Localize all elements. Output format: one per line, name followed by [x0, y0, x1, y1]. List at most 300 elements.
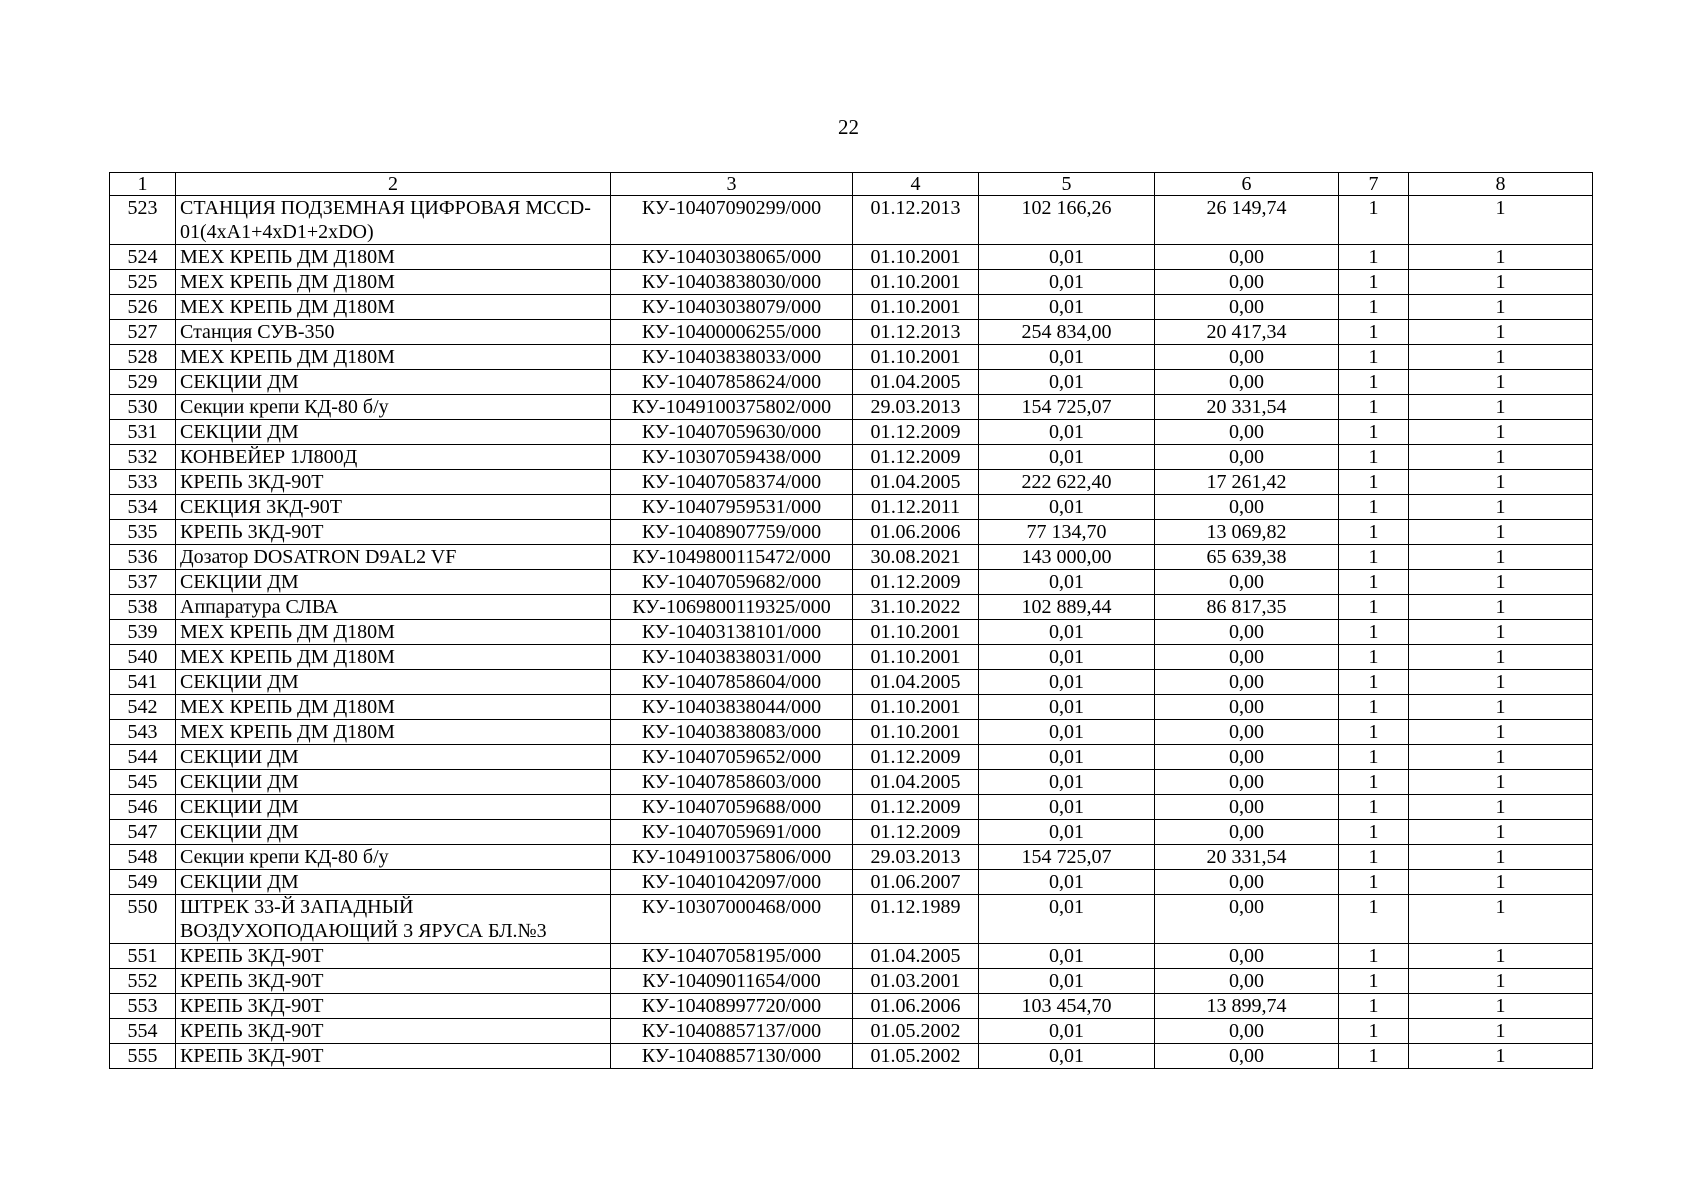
inventory-number-cell: КУ-10403038065/000: [611, 245, 853, 270]
value-col-7-cell: 1: [1339, 969, 1409, 994]
value-col-8-cell: 1: [1409, 520, 1593, 545]
value-col-5-cell: 0,01: [979, 445, 1155, 470]
value-col-8-cell: 1: [1409, 295, 1593, 320]
date-cell: 31.10.2022: [853, 595, 979, 620]
inventory-number-cell: КУ-10407858624/000: [611, 370, 853, 395]
inventory-number-cell: КУ-10407090299/000: [611, 196, 853, 245]
value-col-6-cell: 0,00: [1155, 820, 1339, 845]
value-col-6-cell: 0,00: [1155, 770, 1339, 795]
date-cell: 01.10.2001: [853, 270, 979, 295]
value-col-8-cell: 1: [1409, 645, 1593, 670]
inventory-number-cell: КУ-10403138101/000: [611, 620, 853, 645]
value-col-8-cell: 1: [1409, 245, 1593, 270]
inventory-number-cell: КУ-10407858604/000: [611, 670, 853, 695]
value-col-6-cell: 0,00: [1155, 445, 1339, 470]
inventory-number-cell: КУ-10403838030/000: [611, 270, 853, 295]
value-col-5-cell: 143 000,00: [979, 545, 1155, 570]
date-cell: 01.06.2006: [853, 520, 979, 545]
value-col-6-cell: 0,00: [1155, 270, 1339, 295]
item-name-cell: МЕХ КРЕПЬ ДМ Д180М: [176, 645, 611, 670]
item-name-cell: СЕКЦИИ ДМ: [176, 420, 611, 445]
value-col-5-cell: 0,01: [979, 645, 1155, 670]
item-name-cell: СЕКЦИИ ДМ: [176, 870, 611, 895]
item-name-cell: Станция СУВ-350: [176, 320, 611, 345]
row-number-cell: 547: [110, 820, 176, 845]
value-col-5-cell: 0,01: [979, 969, 1155, 994]
value-col-8-cell: 1: [1409, 895, 1593, 944]
inventory-number-cell: КУ-10409011654/000: [611, 969, 853, 994]
value-col-8-cell: 1: [1409, 944, 1593, 969]
inventory-number-cell: КУ-10407959531/000: [611, 495, 853, 520]
date-cell: 01.12.2009: [853, 445, 979, 470]
value-col-5-cell: 0,01: [979, 770, 1155, 795]
row-number-cell: 534: [110, 495, 176, 520]
value-col-6-cell: 0,00: [1155, 670, 1339, 695]
row-number-cell: 545: [110, 770, 176, 795]
date-cell: 01.05.2002: [853, 1044, 979, 1069]
inventory-number-cell: КУ-10307059438/000: [611, 445, 853, 470]
value-col-6-cell: 65 639,38: [1155, 545, 1339, 570]
row-number-cell: 535: [110, 520, 176, 545]
value-col-7-cell: 1: [1339, 570, 1409, 595]
value-col-6-cell: 26 149,74: [1155, 196, 1339, 245]
value-col-8-cell: 1: [1409, 745, 1593, 770]
table-row: [110, 395, 1593, 420]
value-col-7-cell: 1: [1339, 720, 1409, 745]
value-col-7-cell: 1: [1339, 1019, 1409, 1044]
item-name-cell: СЕКЦИИ ДМ: [176, 770, 611, 795]
date-cell: 01.05.2002: [853, 1019, 979, 1044]
inventory-number-cell: КУ-10401042097/000: [611, 870, 853, 895]
date-cell: 30.08.2021: [853, 545, 979, 570]
inventory-number-cell: КУ-1049800115472/000: [611, 545, 853, 570]
item-name-cell: КРЕПЬ 3КД-90Т: [176, 969, 611, 994]
date-cell: 01.10.2001: [853, 295, 979, 320]
value-col-8-cell: 1: [1409, 270, 1593, 295]
value-col-6-cell: 0,00: [1155, 245, 1339, 270]
value-col-7-cell: 1: [1339, 745, 1409, 770]
column-header-8: 8: [1409, 173, 1593, 196]
value-col-8-cell: 1: [1409, 495, 1593, 520]
row-number-cell: 533: [110, 470, 176, 495]
value-col-5-cell: 0,01: [979, 1019, 1155, 1044]
value-col-5-cell: 77 134,70: [979, 520, 1155, 545]
table-row: [110, 245, 1593, 270]
value-col-5-cell: 154 725,07: [979, 395, 1155, 420]
value-col-6-cell: 17 261,42: [1155, 470, 1339, 495]
date-cell: 01.10.2001: [853, 620, 979, 645]
row-number-cell: 537: [110, 570, 176, 595]
item-name-cell: МЕХ КРЕПЬ ДМ Д180М: [176, 720, 611, 745]
column-header-3: 3: [611, 173, 853, 196]
value-col-5-cell: 0,01: [979, 870, 1155, 895]
value-col-5-cell: 0,01: [979, 695, 1155, 720]
table-row: [110, 969, 1593, 994]
date-cell: 01.10.2001: [853, 720, 979, 745]
item-name-cell: СЕКЦИЯ 3КД-90Т: [176, 495, 611, 520]
value-col-6-cell: 0,00: [1155, 895, 1339, 944]
row-number-cell: 555: [110, 1044, 176, 1069]
inventory-number-cell: КУ-10400006255/000: [611, 320, 853, 345]
value-col-6-cell: 0,00: [1155, 1044, 1339, 1069]
row-number-cell: 538: [110, 595, 176, 620]
item-name-cell: МЕХ КРЕПЬ ДМ Д180М: [176, 695, 611, 720]
value-col-5-cell: 0,01: [979, 1044, 1155, 1069]
table-row: [110, 520, 1593, 545]
item-name-cell: КРЕПЬ 3КД-90Т: [176, 994, 611, 1019]
inventory-number-cell: КУ-1049100375806/000: [611, 845, 853, 870]
value-col-7-cell: 1: [1339, 620, 1409, 645]
item-name-cell: КРЕПЬ 3КД-90Т: [176, 520, 611, 545]
row-number-cell: 531: [110, 420, 176, 445]
value-col-6-cell: 13 899,74: [1155, 994, 1339, 1019]
value-col-5-cell: 0,01: [979, 420, 1155, 445]
column-header-5: 5: [979, 173, 1155, 196]
row-number-cell: 548: [110, 845, 176, 870]
row-number-cell: 552: [110, 969, 176, 994]
value-col-7-cell: 1: [1339, 820, 1409, 845]
table-row: [110, 445, 1593, 470]
value-col-8-cell: 1: [1409, 545, 1593, 570]
row-number-cell: 525: [110, 270, 176, 295]
value-col-7-cell: 1: [1339, 345, 1409, 370]
value-col-8-cell: 1: [1409, 445, 1593, 470]
value-col-7-cell: 1: [1339, 695, 1409, 720]
value-col-6-cell: 0,00: [1155, 695, 1339, 720]
item-name-cell: МЕХ КРЕПЬ ДМ Д180М: [176, 345, 611, 370]
table-row: [110, 545, 1593, 570]
value-col-7-cell: 1: [1339, 1044, 1409, 1069]
item-name-cell: КРЕПЬ 3КД-90Т: [176, 944, 611, 969]
item-name-cell: Секции крепи КД-80 б/у: [176, 395, 611, 420]
table-row: [110, 196, 1593, 245]
table-row: [110, 320, 1593, 345]
column-header-4: 4: [853, 173, 979, 196]
inventory-number-cell: КУ-10307000468/000: [611, 895, 853, 944]
row-number-cell: 528: [110, 345, 176, 370]
table-row: [110, 470, 1593, 495]
inventory-number-cell: КУ-10407059682/000: [611, 570, 853, 595]
value-col-8-cell: 1: [1409, 470, 1593, 495]
table-row: [110, 994, 1593, 1019]
table-row: [110, 570, 1593, 595]
value-col-8-cell: 1: [1409, 395, 1593, 420]
value-col-8-cell: 1: [1409, 695, 1593, 720]
table-row: [110, 770, 1593, 795]
table-row: [110, 745, 1593, 770]
value-col-5-cell: 0,01: [979, 570, 1155, 595]
value-col-6-cell: 0,00: [1155, 1019, 1339, 1044]
date-cell: 01.10.2001: [853, 645, 979, 670]
row-number-cell: 532: [110, 445, 176, 470]
value-col-7-cell: 1: [1339, 395, 1409, 420]
date-cell: 01.10.2001: [853, 695, 979, 720]
value-col-8-cell: 1: [1409, 720, 1593, 745]
item-name-cell: Аппаратура СЛВА: [176, 595, 611, 620]
date-cell: 01.12.2009: [853, 745, 979, 770]
item-name-cell: КРЕПЬ 3КД-90Т: [176, 1044, 611, 1069]
value-col-6-cell: 0,00: [1155, 870, 1339, 895]
table-row: [110, 820, 1593, 845]
value-col-5-cell: 103 454,70: [979, 994, 1155, 1019]
date-cell: 01.04.2005: [853, 470, 979, 495]
inventory-number-cell: КУ-10407059630/000: [611, 420, 853, 445]
value-col-5-cell: 0,01: [979, 820, 1155, 845]
value-col-6-cell: 0,00: [1155, 295, 1339, 320]
row-number-cell: 536: [110, 545, 176, 570]
value-col-7-cell: 1: [1339, 420, 1409, 445]
item-name-cell: СЕКЦИИ ДМ: [176, 570, 611, 595]
value-col-5-cell: 254 834,00: [979, 320, 1155, 345]
column-header-2: 2: [176, 173, 611, 196]
row-number-cell: 539: [110, 620, 176, 645]
table-body: [110, 196, 1593, 1069]
table-row: [110, 495, 1593, 520]
date-cell: 01.12.2009: [853, 820, 979, 845]
value-col-5-cell: 0,01: [979, 620, 1155, 645]
page-number: 22: [838, 115, 859, 139]
row-number-cell: 549: [110, 870, 176, 895]
item-name-cell: МЕХ КРЕПЬ ДМ Д180М: [176, 245, 611, 270]
value-col-6-cell: 20 331,54: [1155, 395, 1339, 420]
inventory-number-cell: КУ-1049100375802/000: [611, 395, 853, 420]
value-col-6-cell: 20 331,54: [1155, 845, 1339, 870]
item-name-cell: СЕКЦИИ ДМ: [176, 820, 611, 845]
value-col-5-cell: 0,01: [979, 370, 1155, 395]
value-col-7-cell: 1: [1339, 994, 1409, 1019]
value-col-8-cell: 1: [1409, 570, 1593, 595]
table-row: [110, 420, 1593, 445]
value-col-7-cell: 1: [1339, 520, 1409, 545]
value-col-7-cell: 1: [1339, 944, 1409, 969]
value-col-6-cell: 0,00: [1155, 570, 1339, 595]
table-row: [110, 595, 1593, 620]
inventory-table: [109, 172, 1593, 1069]
item-name-cell: ШТРЕК 33-Й ЗАПАДНЫЙ ВОЗДУХОПОДАЮЩИЙ 3 ЯРУСА БЛ.№3: [176, 895, 611, 944]
value-col-8-cell: 1: [1409, 320, 1593, 345]
value-col-5-cell: 0,01: [979, 245, 1155, 270]
row-number-cell: 540: [110, 645, 176, 670]
date-cell: 29.03.2013: [853, 395, 979, 420]
value-col-8-cell: 1: [1409, 795, 1593, 820]
row-number-cell: 541: [110, 670, 176, 695]
row-number-cell: 550: [110, 895, 176, 944]
value-col-7-cell: 1: [1339, 470, 1409, 495]
date-cell: 01.12.2009: [853, 795, 979, 820]
row-number-cell: 524: [110, 245, 176, 270]
value-col-7-cell: 1: [1339, 445, 1409, 470]
value-col-8-cell: 1: [1409, 670, 1593, 695]
row-number-cell: 554: [110, 1019, 176, 1044]
date-cell: 01.04.2005: [853, 944, 979, 969]
value-col-6-cell: 0,00: [1155, 620, 1339, 645]
table-row: [110, 795, 1593, 820]
value-col-6-cell: 13 069,82: [1155, 520, 1339, 545]
inventory-number-cell: КУ-10403838031/000: [611, 645, 853, 670]
item-name-cell: МЕХ КРЕПЬ ДМ Д180М: [176, 270, 611, 295]
value-col-7-cell: 1: [1339, 795, 1409, 820]
value-col-8-cell: 1: [1409, 994, 1593, 1019]
table-header: [110, 173, 1593, 196]
header-row: [110, 173, 1593, 196]
item-name-cell: СЕКЦИИ ДМ: [176, 670, 611, 695]
table-row: [110, 870, 1593, 895]
value-col-7-cell: 1: [1339, 196, 1409, 245]
date-cell: 01.06.2007: [853, 870, 979, 895]
value-col-6-cell: 0,00: [1155, 795, 1339, 820]
row-number-cell: 527: [110, 320, 176, 345]
item-name-cell: СЕКЦИИ ДМ: [176, 370, 611, 395]
value-col-6-cell: 0,00: [1155, 720, 1339, 745]
value-col-5-cell: 0,01: [979, 345, 1155, 370]
item-name-cell: МЕХ КРЕПЬ ДМ Д180М: [176, 620, 611, 645]
inventory-number-cell: КУ-10403038079/000: [611, 295, 853, 320]
value-col-8-cell: 1: [1409, 820, 1593, 845]
item-name-cell: КРЕПЬ 3КД-90Т: [176, 1019, 611, 1044]
table-row: [110, 345, 1593, 370]
value-col-6-cell: 0,00: [1155, 345, 1339, 370]
inventory-number-cell: КУ-10408857130/000: [611, 1044, 853, 1069]
inventory-number-cell: КУ-10403838083/000: [611, 720, 853, 745]
value-col-7-cell: 1: [1339, 245, 1409, 270]
item-name-cell: СТАНЦИЯ ПОДЗЕМНАЯ ЦИФРОВАЯ MCCD-01(4xA1+4xD1+2xDO): [176, 196, 611, 245]
value-col-5-cell: 0,01: [979, 895, 1155, 944]
value-col-8-cell: 1: [1409, 870, 1593, 895]
table-row: [110, 1044, 1593, 1069]
value-col-7-cell: 1: [1339, 545, 1409, 570]
value-col-5-cell: 222 622,40: [979, 470, 1155, 495]
value-col-5-cell: 0,01: [979, 295, 1155, 320]
table-row: [110, 695, 1593, 720]
inventory-number-cell: КУ-10407059688/000: [611, 795, 853, 820]
value-col-8-cell: 1: [1409, 370, 1593, 395]
date-cell: 01.12.2009: [853, 420, 979, 445]
row-number-cell: 530: [110, 395, 176, 420]
row-number-cell: 544: [110, 745, 176, 770]
row-number-cell: 551: [110, 944, 176, 969]
item-name-cell: СЕКЦИИ ДМ: [176, 795, 611, 820]
value-col-5-cell: 0,01: [979, 670, 1155, 695]
value-col-8-cell: 1: [1409, 845, 1593, 870]
value-col-8-cell: 1: [1409, 969, 1593, 994]
date-cell: 01.12.2013: [853, 320, 979, 345]
value-col-7-cell: 1: [1339, 370, 1409, 395]
value-col-6-cell: 0,00: [1155, 370, 1339, 395]
table-row: [110, 1019, 1593, 1044]
column-header-1: 1: [110, 173, 176, 196]
value-col-6-cell: 0,00: [1155, 944, 1339, 969]
item-name-cell: КОНВЕЙЕР 1Л800Д: [176, 445, 611, 470]
value-col-7-cell: 1: [1339, 845, 1409, 870]
value-col-5-cell: 0,01: [979, 270, 1155, 295]
value-col-6-cell: 0,00: [1155, 969, 1339, 994]
item-name-cell: МЕХ КРЕПЬ ДМ Д180М: [176, 295, 611, 320]
value-col-7-cell: 1: [1339, 270, 1409, 295]
table-row: [110, 944, 1593, 969]
date-cell: 29.03.2013: [853, 845, 979, 870]
value-col-8-cell: 1: [1409, 620, 1593, 645]
row-number-cell: 543: [110, 720, 176, 745]
value-col-5-cell: 0,01: [979, 944, 1155, 969]
table-row: [110, 270, 1593, 295]
column-header-7: 7: [1339, 173, 1409, 196]
value-col-7-cell: 1: [1339, 645, 1409, 670]
date-cell: 01.04.2005: [853, 670, 979, 695]
value-col-7-cell: 1: [1339, 870, 1409, 895]
date-cell: 01.12.1989: [853, 895, 979, 944]
value-col-7-cell: 1: [1339, 895, 1409, 944]
value-col-8-cell: 1: [1409, 1044, 1593, 1069]
column-header-6: 6: [1155, 173, 1339, 196]
value-col-5-cell: 0,01: [979, 495, 1155, 520]
date-cell: 01.10.2001: [853, 345, 979, 370]
inventory-number-cell: КУ-10407058374/000: [611, 470, 853, 495]
value-col-8-cell: 1: [1409, 1019, 1593, 1044]
item-name-cell: КРЕПЬ 3КД-90Т: [176, 470, 611, 495]
table-row: [110, 295, 1593, 320]
value-col-7-cell: 1: [1339, 495, 1409, 520]
value-col-6-cell: 86 817,35: [1155, 595, 1339, 620]
row-number-cell: 546: [110, 795, 176, 820]
value-col-6-cell: 0,00: [1155, 745, 1339, 770]
value-col-7-cell: 1: [1339, 595, 1409, 620]
value-col-6-cell: 0,00: [1155, 645, 1339, 670]
table-row: [110, 620, 1593, 645]
date-cell: 01.04.2005: [853, 370, 979, 395]
row-number-cell: 542: [110, 695, 176, 720]
date-cell: 01.06.2006: [853, 994, 979, 1019]
inventory-number-cell: КУ-10407059691/000: [611, 820, 853, 845]
row-number-cell: 553: [110, 994, 176, 1019]
date-cell: 01.04.2005: [853, 770, 979, 795]
inventory-number-cell: КУ-10407059652/000: [611, 745, 853, 770]
value-col-6-cell: 0,00: [1155, 495, 1339, 520]
value-col-6-cell: 0,00: [1155, 420, 1339, 445]
item-name-cell: СЕКЦИИ ДМ: [176, 745, 611, 770]
item-name-cell: Секции крепи КД-80 б/у: [176, 845, 611, 870]
table-row: [110, 370, 1593, 395]
value-col-6-cell: 20 417,34: [1155, 320, 1339, 345]
row-number-cell: 523: [110, 196, 176, 245]
date-cell: 01.12.2013: [853, 196, 979, 245]
table-row: [110, 645, 1593, 670]
value-col-5-cell: 0,01: [979, 745, 1155, 770]
table-row: [110, 895, 1593, 944]
value-col-8-cell: 1: [1409, 196, 1593, 245]
value-col-7-cell: 1: [1339, 670, 1409, 695]
value-col-8-cell: 1: [1409, 770, 1593, 795]
inventory-number-cell: КУ-10403838033/000: [611, 345, 853, 370]
inventory-number-cell: КУ-10408907759/000: [611, 520, 853, 545]
date-cell: 01.12.2009: [853, 570, 979, 595]
value-col-7-cell: 1: [1339, 320, 1409, 345]
inventory-number-cell: КУ-10403838044/000: [611, 695, 853, 720]
value-col-8-cell: 1: [1409, 345, 1593, 370]
value-col-5-cell: 102 889,44: [979, 595, 1155, 620]
value-col-5-cell: 102 166,26: [979, 196, 1155, 245]
inventory-number-cell: КУ-1069800119325/000: [611, 595, 853, 620]
inventory-number-cell: КУ-10407058195/000: [611, 944, 853, 969]
value-col-8-cell: 1: [1409, 595, 1593, 620]
value-col-8-cell: 1: [1409, 420, 1593, 445]
value-col-5-cell: 0,01: [979, 720, 1155, 745]
table-row: [110, 670, 1593, 695]
inventory-number-cell: КУ-10408997720/000: [611, 994, 853, 1019]
inventory-number-cell: КУ-10407858603/000: [611, 770, 853, 795]
table-row: [110, 845, 1593, 870]
date-cell: 01.03.2001: [853, 969, 979, 994]
value-col-7-cell: 1: [1339, 770, 1409, 795]
